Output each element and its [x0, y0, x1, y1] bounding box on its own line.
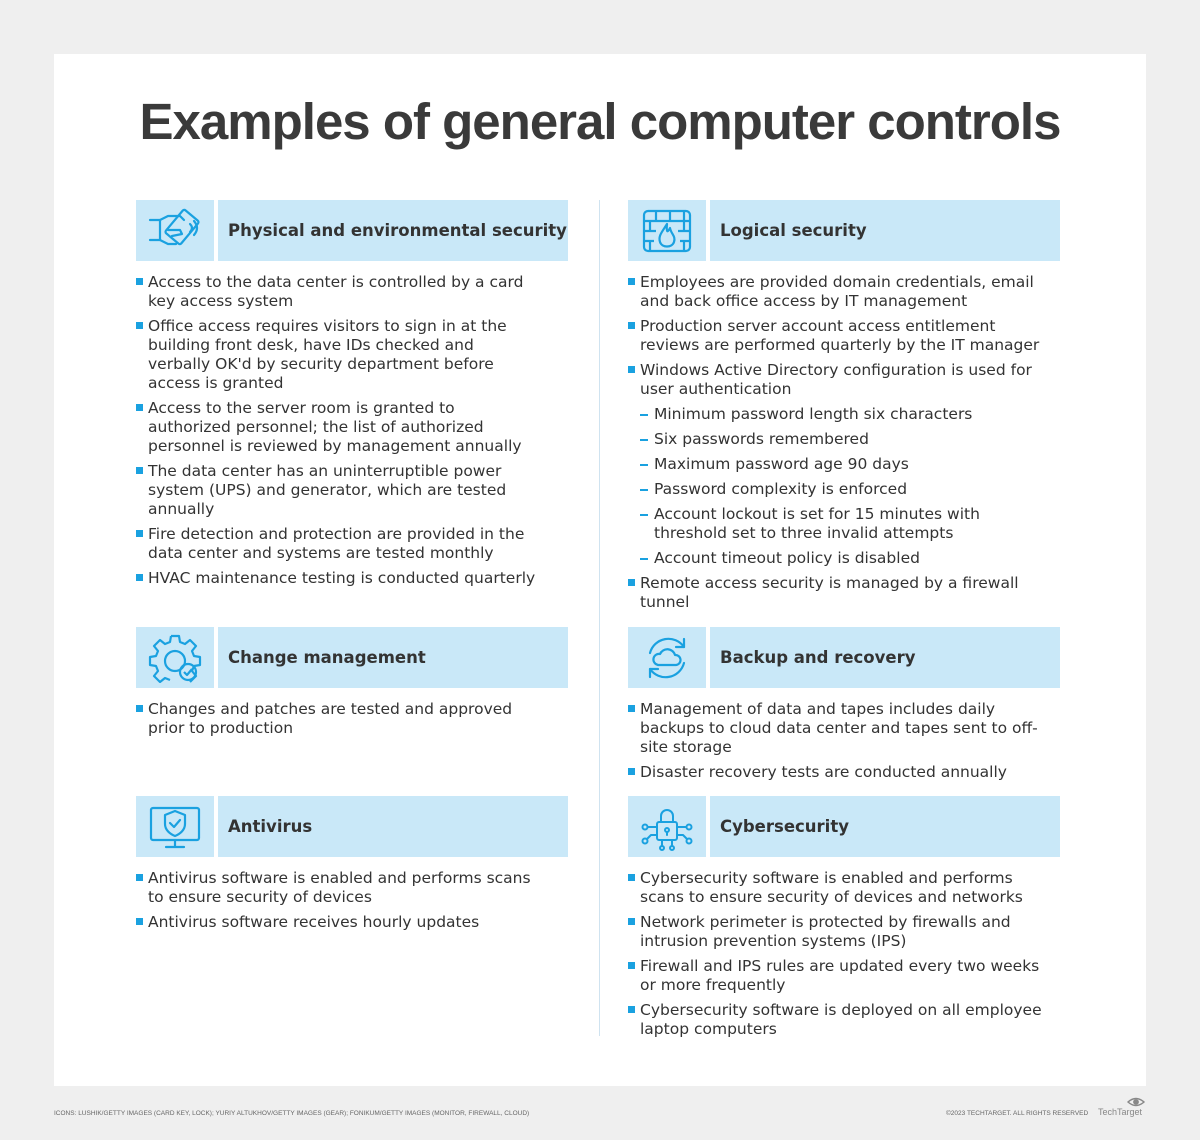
- list-item: The data center has an uninterruptible power system (UPS) and generator, which are tested annually: [136, 462, 536, 519]
- list-item: Fire detection and protection are provided in the data center and systems are tested monthly: [136, 525, 536, 563]
- list-subitem: Password complexity is enforced: [628, 480, 1056, 499]
- section-heading: Antivirus: [218, 796, 568, 857]
- item-list: [136, 273, 536, 588]
- list-item: Remote access security is managed by a firewall tunnel: [628, 574, 1056, 612]
- section-antivirus: [136, 796, 568, 938]
- section-change-management: [136, 627, 568, 744]
- section-heading: Logical security: [710, 200, 1060, 261]
- list-subitem: Maximum password age 90 days: [628, 455, 1056, 474]
- column-divider: [599, 200, 600, 1036]
- section-cybersecurity: [628, 796, 1060, 1045]
- list-item: Changes and patches are tested and approved prior to production: [136, 700, 536, 738]
- cloud-sync-icon: [638, 633, 696, 683]
- list-subitem: Account timeout policy is disabled: [628, 549, 1056, 568]
- section-heading: Physical and environmental security: [218, 200, 568, 261]
- section-heading: Cybersecurity: [710, 796, 1060, 857]
- list-item: Office access requires visitors to sign in at the building front desk, have IDs checked and verbally OK'd by security department before access is granted: [136, 317, 536, 393]
- monitor-shield-icon: [146, 802, 204, 852]
- item-list: [628, 273, 1056, 612]
- section-physical-security: [136, 200, 568, 594]
- list-item: Antivirus software is enabled and performs scans to ensure security of devices: [136, 869, 536, 907]
- list-subitem: Account lockout is set for 15 minutes with threshold set to three invalid attempts: [628, 505, 1056, 543]
- list-item: HVAC maintenance testing is conducted quarterly: [136, 569, 536, 588]
- item-list: [136, 869, 536, 932]
- section-heading: Backup and recovery: [710, 627, 1060, 688]
- list-item: Cybersecurity software is enabled and performs scans to ensure security of devices and networks: [628, 869, 1056, 907]
- list-item: Disaster recovery tests are conducted annually: [628, 763, 1056, 782]
- circuit-lock-icon: [638, 802, 696, 852]
- item-list: [628, 700, 1056, 782]
- section-heading: Change management: [218, 627, 568, 688]
- section-backup-recovery: [628, 627, 1060, 788]
- list-subitem: Six passwords remembered: [628, 430, 1056, 449]
- list-item: Cybersecurity software is deployed on all employee laptop computers: [628, 1001, 1056, 1039]
- item-list: [628, 869, 1056, 1039]
- section-logical-security: [628, 200, 1060, 618]
- list-item: Network perimeter is protected by firewalls and intrusion prevention systems (IPS): [628, 913, 1056, 951]
- list-subitem: Minimum password length six characters: [628, 405, 1056, 424]
- list-item: Access to the server room is granted to authorized personnel; the list of authorized personnel is reviewed by management annually: [136, 399, 536, 456]
- page-title: Examples of general computer controls: [139, 93, 1061, 150]
- copyright-notice: ©2023 TECHTARGET. ALL RIGHTS RESERVED: [946, 1110, 1089, 1117]
- logo-text: TechTarget: [1098, 1107, 1143, 1117]
- list-item: Management of data and tapes includes daily backups to cloud data center and tapes sent to off-site storage: [628, 700, 1056, 757]
- list-item: Access to the data center is controlled by a card key access system: [136, 273, 536, 311]
- section-header: [628, 200, 1060, 261]
- list-item: Production server account access entitlement reviews are performed quarterly by the IT manager: [628, 317, 1056, 355]
- section-header: [136, 627, 568, 688]
- section-header: [136, 200, 568, 261]
- firewall-icon: [638, 206, 696, 256]
- list-item: Employees are provided domain credentials, email and back office access by IT management: [628, 273, 1056, 311]
- list-item: Windows Active Directory configuration is used for user authentication: [628, 361, 1056, 399]
- card-key-hand-icon: [146, 206, 204, 256]
- section-header: [628, 627, 1060, 688]
- list-item: Antivirus software receives hourly updates: [136, 913, 536, 932]
- list-item: Firewall and IPS rules are updated every two weeks or more frequently: [628, 957, 1056, 995]
- techtarget-logo: [1098, 1095, 1146, 1121]
- section-header: [136, 796, 568, 857]
- item-list: [136, 700, 536, 738]
- section-header: [628, 796, 1060, 857]
- gear-check-icon: [146, 633, 204, 683]
- icon-credits: ICONS: LUSHIK/GETTY IMAGES (CARD KEY, LOCK); YURIY ALTUKHOV/GETTY IMAGES (GEAR); FONIKUM/GETTY IMAGES (MONITOR, FIREWALL, CLOUD): [54, 1110, 530, 1117]
